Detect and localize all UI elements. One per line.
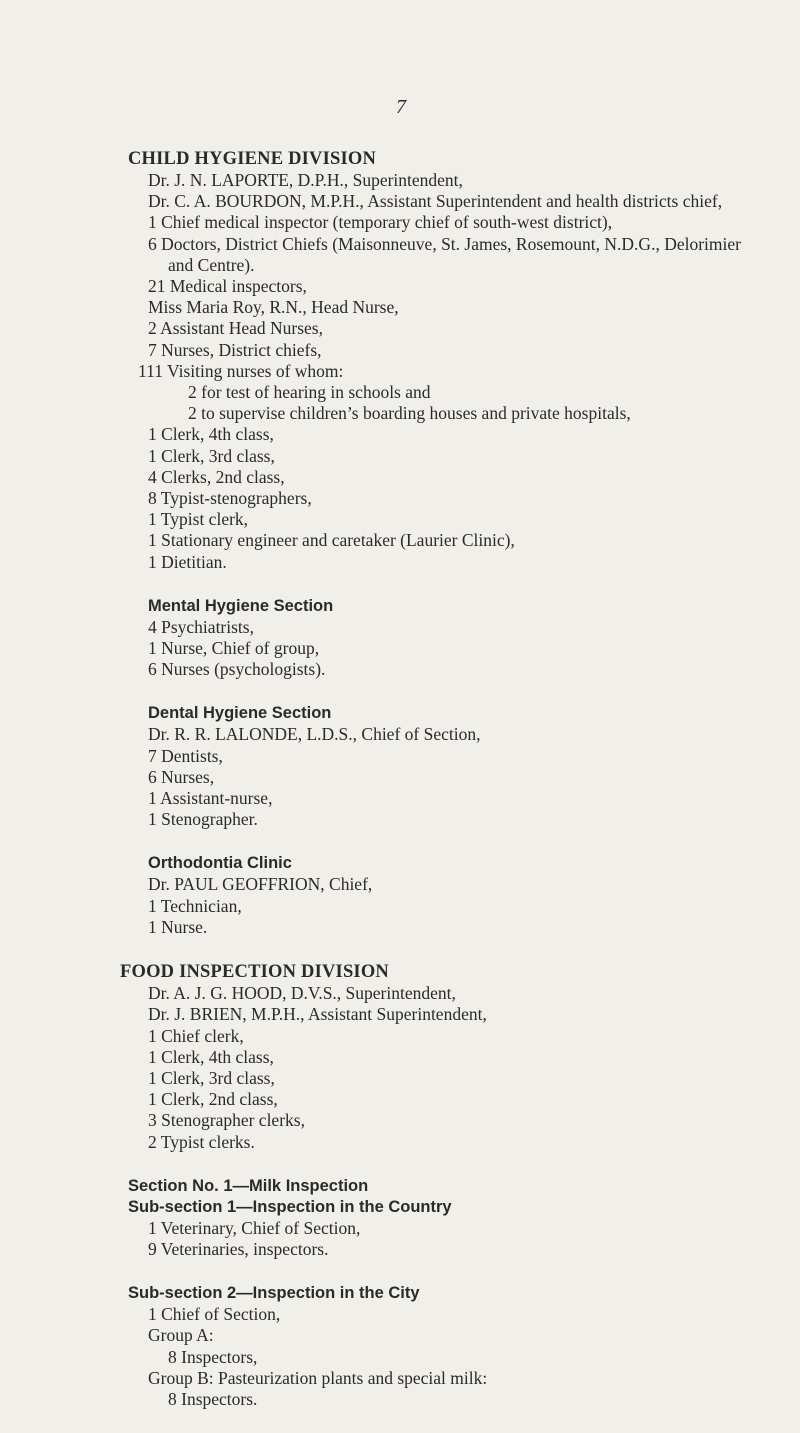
list-item: 1 Dietitian.	[148, 551, 227, 572]
section-heading: Orthodontia Clinic	[148, 854, 292, 873]
staff-list	[148, 617, 768, 681]
page-number: 7	[396, 96, 406, 118]
staff-list	[128, 1218, 768, 1260]
list-item: Dr. C. A. BOURDON, M.P.H., Assistant Superintendent and health districts chief,	[148, 191, 723, 212]
subsection-heading: Sub-section 2—Inspection in the City	[128, 1284, 420, 1303]
mental-hygiene-section	[128, 596, 768, 681]
list-item: 1 Clerk, 4th class,	[148, 1046, 274, 1067]
list-item: 6 Doctors, District Chiefs (Maisonneuve, St. James, Rosemount, N.D.G., Delorimier and Centre).	[148, 233, 741, 275]
list-item: 1 Assistant-nurse,	[148, 788, 273, 809]
list-item: 2 to supervise children’s boarding houses and private hospitals,	[188, 403, 631, 424]
milk-inspection-section	[120, 1176, 768, 1260]
list-item: 8 Inspectors.	[168, 1388, 258, 1409]
list-item: 1 Clerk, 3rd class,	[148, 1067, 275, 1088]
list-item: 1 Clerk, 4th class,	[148, 424, 274, 445]
staff-list	[128, 170, 768, 573]
list-item: 8 Typist-stenographers,	[148, 488, 312, 509]
list-item: Dr. J. N. LAPORTE, D.P.H., Superintendent,	[148, 170, 463, 190]
list-item: Miss Maria Roy, R.N., Head Nurse,	[148, 297, 399, 318]
division-heading: CHILD HYGIENE DIVISION	[128, 149, 377, 169]
list-item: 1 Nurse.	[148, 916, 208, 937]
list-item: 4 Psychiatrists,	[148, 616, 254, 637]
list-item: Dr. A. J. G. HOOD, D.V.S., Superintendent,	[148, 983, 456, 1004]
orthodontia-clinic	[128, 853, 768, 938]
list-item: 1 Veterinary, Chief of Section,	[148, 1217, 361, 1238]
list-item: 4 Clerks, 2nd class,	[148, 466, 285, 487]
staff-list	[148, 724, 768, 830]
division-heading: FOOD INSPECTION DIVISION	[120, 962, 389, 983]
list-item: 7 Nurses, District chiefs,	[148, 339, 322, 360]
list-item: 2 Assistant Head Nurses,	[148, 318, 323, 339]
list-item: Dr. PAUL GEOFFRION, Chief,	[148, 874, 373, 895]
child-hygiene-division	[128, 148, 768, 573]
section-heading: Section No. 1—Milk Inspection	[128, 1176, 369, 1195]
list-item: 1 Chief clerk,	[148, 1025, 244, 1046]
food-inspection-division	[120, 961, 768, 1153]
list-item: 6 Nurses,	[148, 766, 215, 787]
list-item: 8 Inspectors,	[168, 1346, 258, 1367]
list-item: Group B: Pasteurization plants and special milk:	[148, 1367, 488, 1388]
list-item: 1 Chief medical inspector (temporary chief of south-west district),	[148, 212, 613, 233]
dental-hygiene-section	[128, 703, 768, 830]
staff-list	[148, 874, 768, 938]
staff-list	[120, 983, 768, 1153]
section-heading: Dental Hygiene Section	[148, 704, 332, 723]
subsection-heading: Sub-section 1—Inspection in the Country	[128, 1197, 452, 1216]
list-item: 1 Clerk, 3rd class,	[148, 445, 275, 466]
list-item: 1 Clerk, 2nd class,	[148, 1089, 278, 1110]
list-item: 1 Nurse, Chief of group,	[148, 638, 320, 659]
list-item: 21 Medical inspectors,	[148, 276, 307, 297]
city-inspection-subsection	[128, 1283, 768, 1410]
list-item: 2 for test of hearing in schools and	[188, 382, 431, 403]
section-heading: Mental Hygiene Section	[148, 596, 334, 615]
list-item: 6 Nurses (psychologists).	[148, 659, 326, 680]
list-item: 1 Typist clerk,	[148, 509, 249, 530]
list-item: Group A:	[148, 1325, 214, 1346]
list-item: Dr. R. R. LALONDE, L.D.S., Chief of Section,	[148, 724, 481, 745]
list-item: 1 Chief of Section,	[148, 1304, 281, 1325]
list-item: Dr. J. BRIEN, M.P.H., Assistant Superintendent,	[148, 1004, 487, 1025]
list-item: 7 Dentists,	[148, 745, 223, 766]
list-item: 2 Typist clerks.	[148, 1131, 255, 1152]
list-item: 111 Visiting nurses of whom:	[138, 360, 344, 381]
document-body	[120, 148, 768, 1433]
list-item: 1 Stationary engineer and caretaker (Laurier Clinic),	[148, 530, 515, 551]
list-item: 9 Veterinaries, inspectors.	[148, 1238, 329, 1259]
list-item: 1 Stenographer.	[148, 809, 258, 830]
list-item: 1 Technician,	[148, 895, 242, 916]
staff-list	[128, 1304, 768, 1410]
list-item: 3 Stenographer clerks,	[148, 1110, 305, 1131]
